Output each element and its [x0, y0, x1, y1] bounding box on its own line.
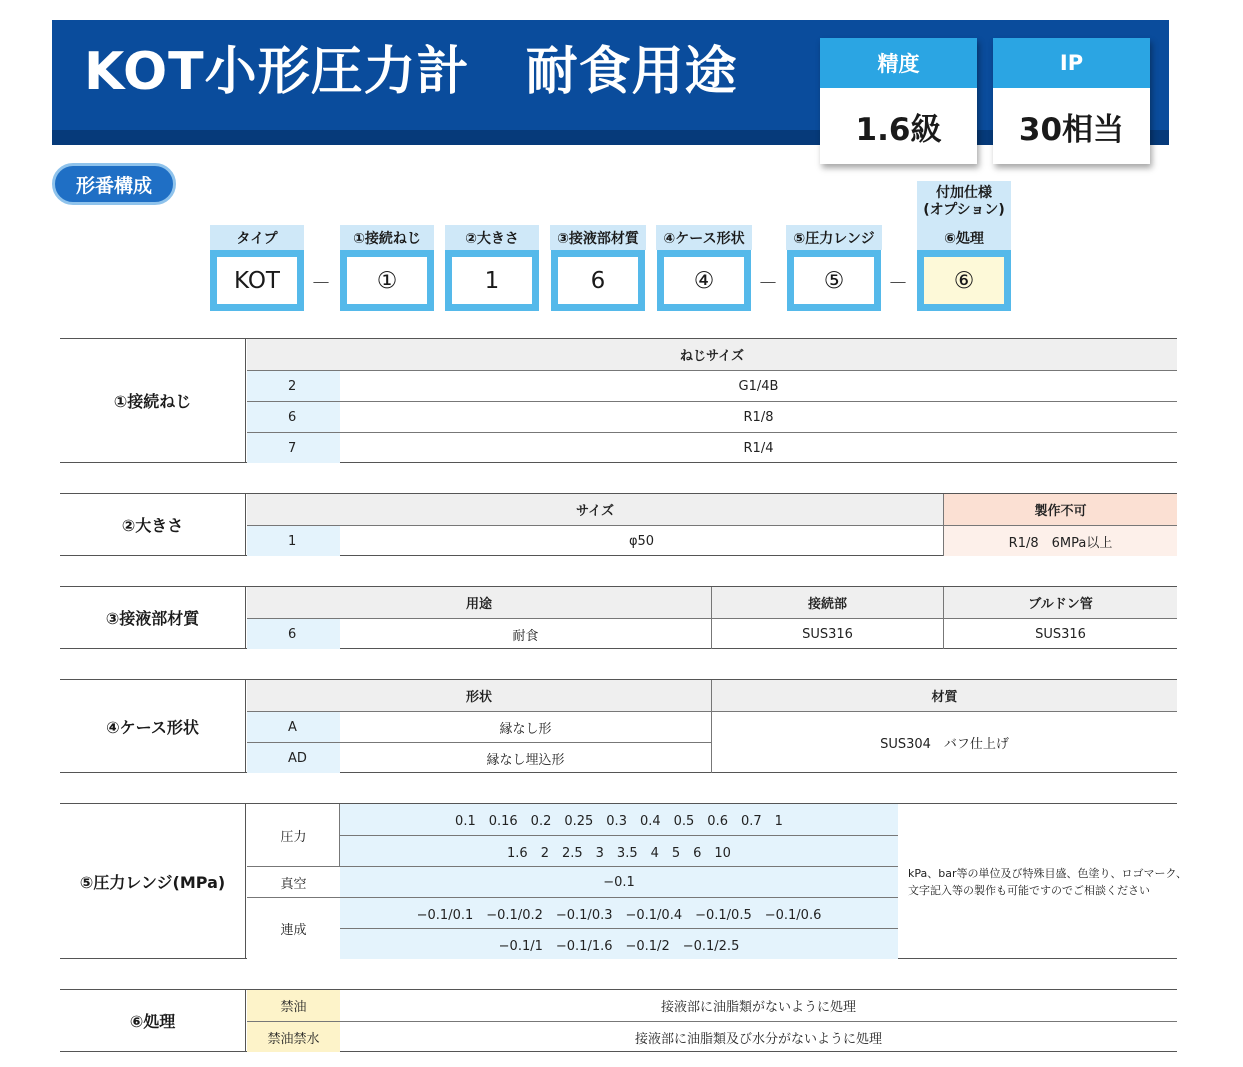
table-row: 6 — [247, 619, 340, 649]
range-pressure-row-2: 1.6 2 2.5 3 3.5 4 5 6 10 — [340, 836, 898, 866]
range-note — [908, 865, 1187, 899]
table-treatment — [60, 989, 1177, 1052]
page-title — [84, 42, 738, 102]
option-header-text: 付加仕様 (オプション) — [923, 185, 1005, 218]
table-case-header-material: 材質 — [712, 680, 1177, 711]
table-material-label: ③接液部材質 — [60, 587, 246, 648]
code-box-thread — [340, 250, 434, 311]
code-value-type: KOT — [217, 257, 297, 304]
table-cell: SUS316 — [802, 626, 853, 642]
table-cell: 接液部に油脂類がないように処理 — [660, 1000, 856, 1015]
table-cell: R1/8 — [743, 409, 774, 425]
accuracy-badge-value: 1.6級 — [855, 111, 942, 148]
table-cell-case-material: SUS304 バフ仕上げ — [880, 737, 1009, 752]
table-material-header-conn: 接続部 — [712, 587, 943, 618]
table-size-ng-header: 製作不可 — [944, 494, 1177, 525]
table-cell: R1/4 — [743, 440, 774, 456]
range-vacuum-label: 真空 — [247, 867, 340, 897]
code-label-type: タイプ — [210, 225, 304, 250]
table-row: 禁油禁水 — [247, 1022, 340, 1052]
code-value-thread: ① — [347, 257, 427, 304]
table-thread-label: ①接続ねじ — [60, 339, 246, 462]
table-cell: 接液部に油脂類及び水分がないように処理 — [634, 1031, 882, 1047]
table-row: 7 — [247, 433, 340, 463]
ip-badge-value: 30相当 — [1018, 111, 1125, 148]
table-range — [60, 803, 1188, 959]
code-label-material: ③接液部材質 — [550, 225, 646, 250]
table-range-label: ⑤圧力レンジ(MPa) — [60, 804, 246, 958]
table-case — [60, 679, 1177, 773]
section-title-model-code: 形番構成 — [52, 163, 176, 205]
table-row: 1 — [247, 526, 340, 556]
code-value-range: ⑤ — [794, 257, 874, 304]
code-box-range — [787, 250, 881, 311]
table-cell: φ50 — [628, 533, 655, 549]
code-value-size: 1 — [452, 257, 532, 304]
table-case-label: ④ケース形状 — [60, 680, 246, 772]
table-cell: 縁なし埋込形 — [486, 752, 565, 768]
table-size — [60, 493, 1177, 556]
title-sub: 耐食用途 — [525, 42, 738, 102]
code-dash-1: － — [311, 271, 331, 295]
code-box-size — [445, 250, 539, 311]
code-value-case: ④ — [664, 257, 744, 304]
range-compound-row-2: −0.1/1 −0.1/1.6 −0.1/2 −0.1/2.5 — [340, 929, 898, 959]
table-size-label: ②大きさ — [60, 494, 246, 555]
range-vacuum-row: −0.1 — [340, 867, 898, 897]
table-row: 2 — [247, 371, 340, 401]
code-label-thread: ①接続ねじ — [340, 225, 434, 250]
table-cell: G1/4B — [738, 378, 779, 394]
code-box-type — [210, 250, 304, 311]
table-case-header-shape: 形状 — [247, 680, 711, 711]
code-label-treatment: ⑥処理 — [917, 225, 1011, 250]
table-cell: 縁なし形 — [499, 721, 552, 737]
accuracy-badge — [820, 38, 977, 164]
code-dash-2: － — [758, 271, 778, 295]
table-cell: 耐食 — [512, 628, 539, 644]
range-compound-row-1: −0.1/0.1 −0.1/0.2 −0.1/0.3 −0.1/0.4 −0.1/0.5 −0.1/0.6 — [340, 898, 898, 928]
table-row: AD — [247, 743, 340, 773]
table-row: A — [247, 712, 340, 742]
title-main: KOT小形圧力計 — [84, 42, 470, 102]
table-treatment-label: ⑥処理 — [60, 990, 246, 1051]
code-label-range: ⑤圧力レンジ — [786, 225, 882, 250]
range-pressure-label: 圧力 — [247, 804, 340, 866]
range-note-line-2: 文字記入等の製作も可能ですのでご相談ください — [908, 884, 1150, 897]
table-row: 6 — [247, 402, 340, 432]
table-material-header-use: 用途 — [247, 587, 711, 618]
table-size-header: サイズ — [247, 494, 943, 525]
option-header — [917, 181, 1011, 225]
code-value-material: 6 — [558, 257, 638, 304]
table-thread — [60, 338, 1177, 463]
range-compound-label: 連成 — [247, 898, 340, 959]
code-value-treatment: ⑥ — [924, 257, 1004, 304]
code-dash-3: － — [888, 271, 908, 295]
code-box-case — [657, 250, 751, 311]
code-box-material — [551, 250, 645, 311]
table-material-header-tube: ブルドン管 — [944, 587, 1177, 618]
range-note-line-1: kPa、bar等の単位及び特殊目盛、色塗り、ロゴマーク、 — [908, 867, 1188, 880]
ip-badge — [993, 38, 1150, 164]
table-row: 禁油 — [247, 990, 340, 1021]
table-thread-header: ねじサイズ — [247, 339, 1177, 370]
accuracy-badge-label: 精度 — [820, 38, 977, 88]
code-box-treatment — [917, 250, 1011, 311]
ip-badge-label: IP — [993, 38, 1150, 88]
code-label-size: ②大きさ — [445, 225, 539, 250]
table-material — [60, 586, 1177, 649]
table-cell: SUS316 — [1035, 626, 1086, 642]
code-label-case: ④ケース形状 — [656, 225, 752, 250]
table-cell-ng: R1/8 6MPa以上 — [944, 526, 1177, 556]
range-pressure-row-1: 0.1 0.16 0.2 0.25 0.3 0.4 0.5 0.6 0.7 1 — [340, 804, 898, 835]
